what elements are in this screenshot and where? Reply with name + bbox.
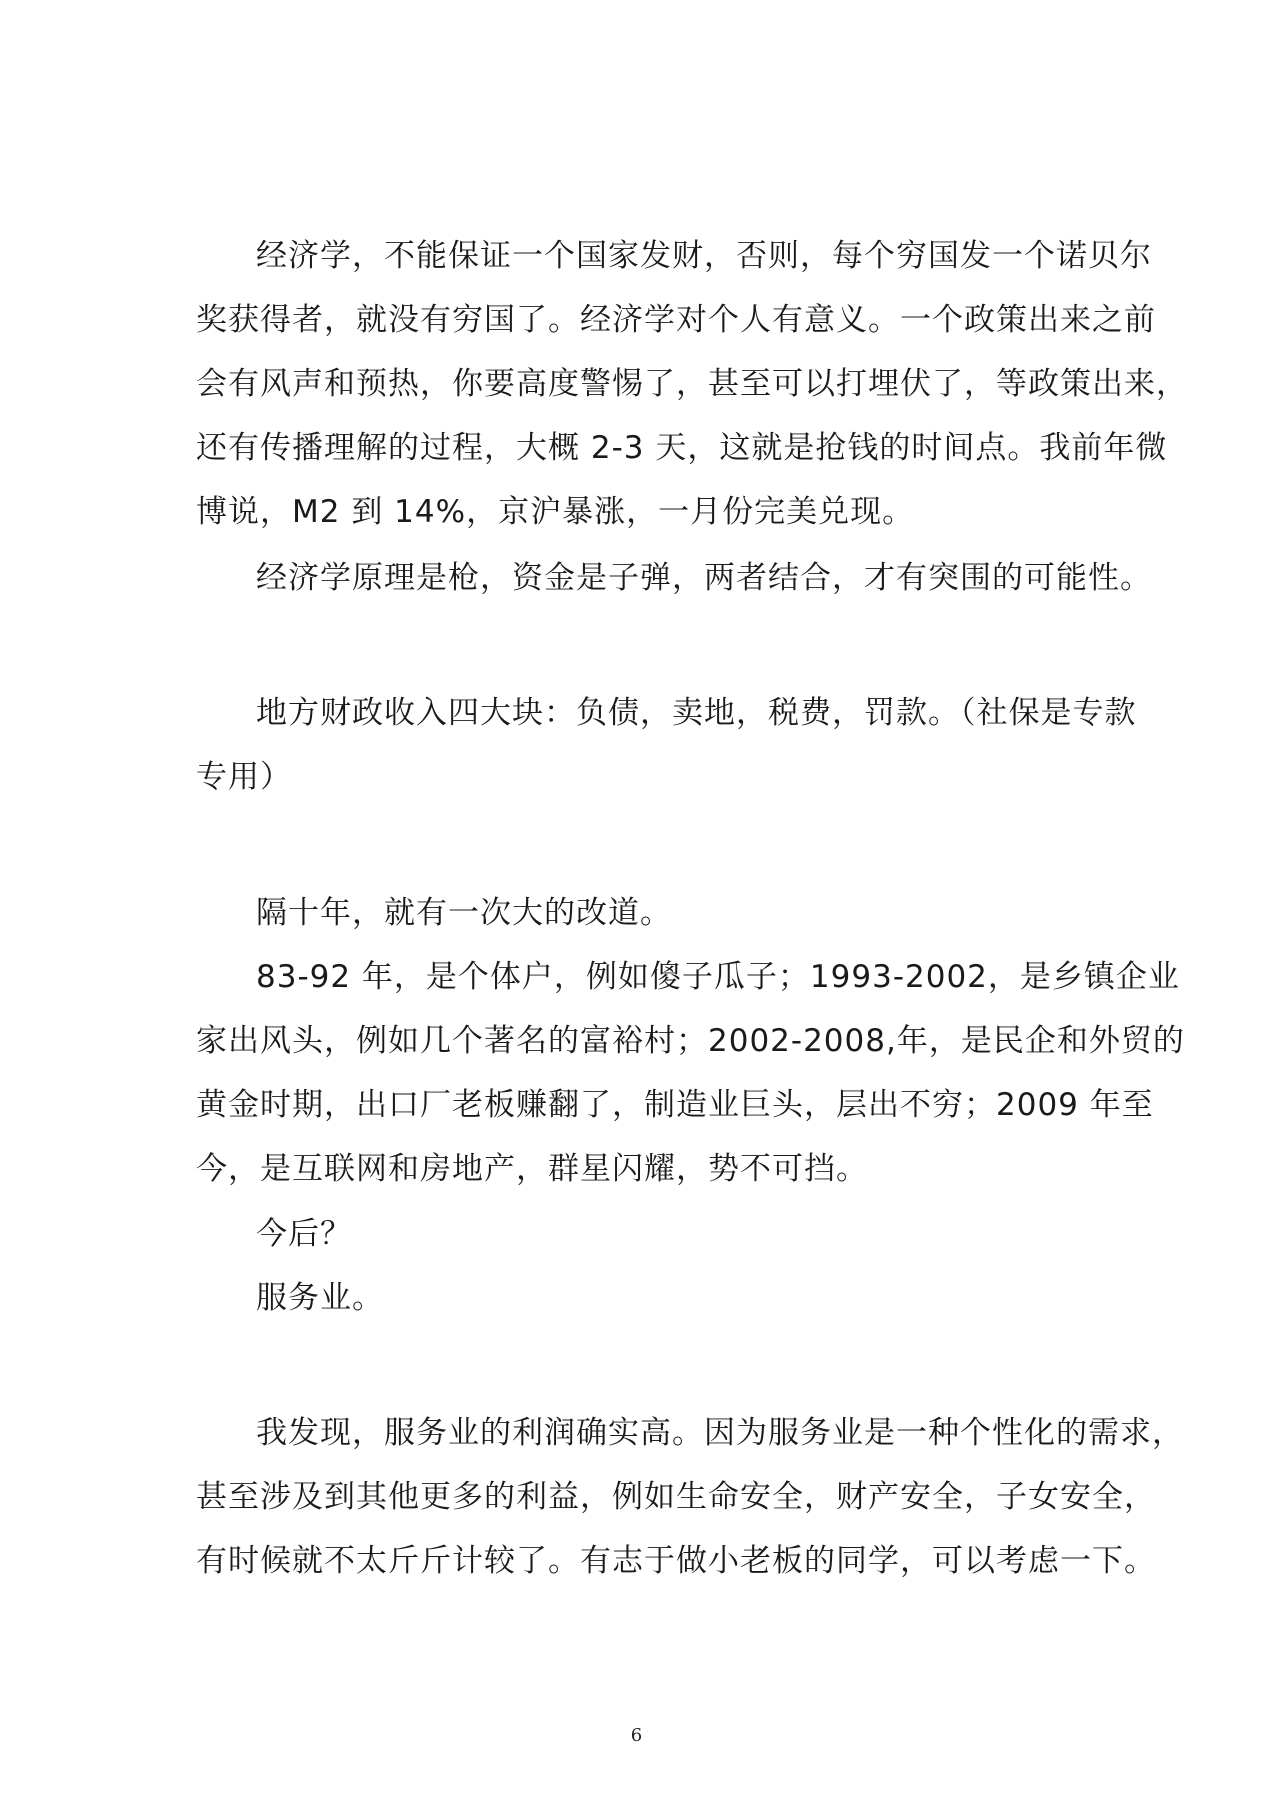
text-line: 隔十年，就有一次大的改道。 (256, 895, 672, 931)
text-line: 博说，M2 到 14%，京沪暴涨，一月份完美兑现。 (196, 494, 915, 530)
text-line: 服务业。 (256, 1280, 384, 1316)
text-line: 专用） (196, 759, 292, 795)
text-line: 还有传播理解的过程，大概 2-3 天，这就是抢钱的时间点。我前年微 (196, 430, 1168, 466)
text-line: 经济学，不能保证一个国家发财，否则，每个穷国发一个诺贝尔 (256, 238, 1152, 274)
text-line: 会有风声和预热，你要高度警惕了，甚至可以打埋伏了，等政策出来， (196, 366, 1188, 402)
text-line: 地方财政收入四大块：负债，卖地，税费，罚款。（社保是专款 (256, 695, 1137, 731)
text-line: 黄金时期，出口厂老板赚翻了，制造业巨头，层出不穷；2009 年至 (196, 1087, 1154, 1123)
text-line: 我发现，服务业的利润确实高。因为服务业是一种个性化的需求， (256, 1415, 1184, 1451)
text-line: 家出风头，例如几个著名的富裕村；2002-2008,年，是民企和外贸的 (196, 1023, 1185, 1059)
text-line: 经济学原理是枪，资金是子弹，两者结合，才有突围的可能性。 (256, 560, 1152, 596)
text-line: 83-92 年，是个体户，例如傻子瓜子；1993-2002，是乡镇企业 (256, 959, 1180, 995)
text-line: 甚至涉及到其他更多的利益，例如生命安全，财产安全，子女安全， (196, 1479, 1156, 1515)
text-line: 今后？ (256, 1216, 352, 1252)
page-number: 6 (630, 1725, 643, 1746)
text-line: 今，是互联网和房地产，群星闪耀，势不可挡。 (196, 1151, 868, 1187)
text-line: 有时候就不太斤斤计较了。有志于做小老板的同学，可以考虑一下。 (196, 1543, 1156, 1579)
text-line: 奖获得者，就没有穷国了。经济学对个人有意义。一个政策出来之前 (196, 302, 1156, 338)
